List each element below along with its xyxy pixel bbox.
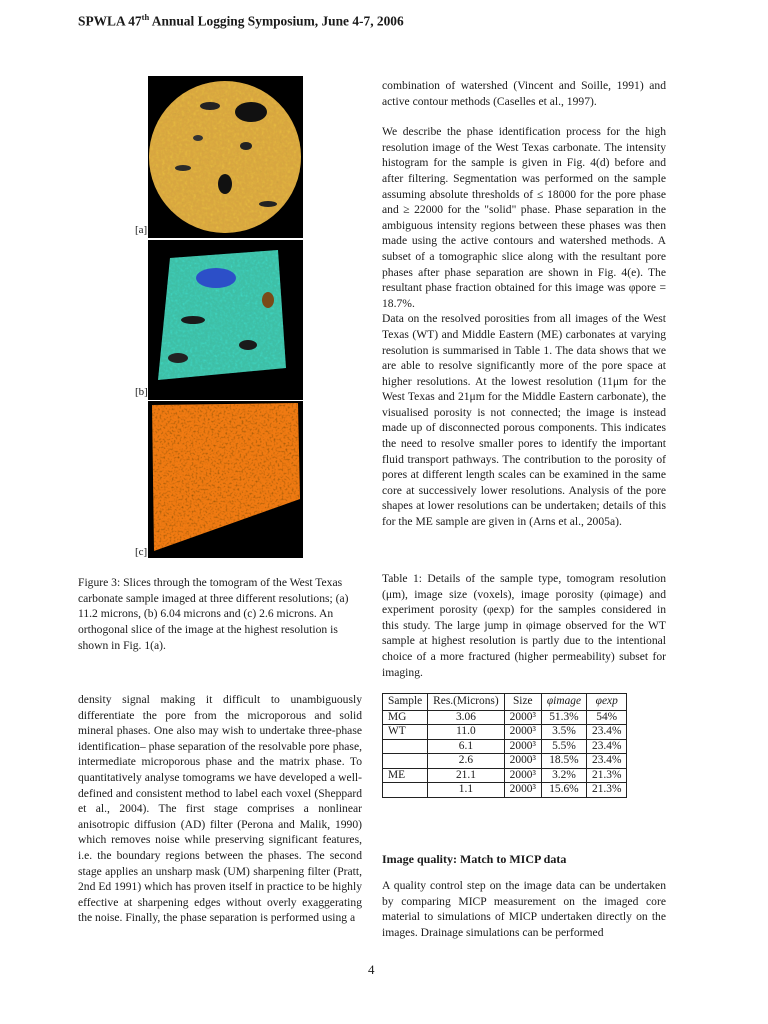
right-column-continuation	[382, 878, 666, 940]
porosity-table	[382, 693, 627, 798]
table-header-row	[383, 694, 627, 711]
tomogram-slice-c	[148, 401, 303, 558]
col-header: Res.(Microns)	[428, 694, 505, 711]
figure-label-a: [a]	[135, 224, 148, 236]
page-number: 4	[368, 962, 375, 977]
table-row: ME 21.1 2000³ 3.2% 21.3%	[383, 768, 627, 783]
figure-panel-c	[148, 401, 303, 558]
table-group-wt	[383, 725, 627, 769]
figure-label-b: [b]	[135, 386, 148, 398]
table-row: WT 11.0 2000³ 3.5% 23.4%	[383, 725, 627, 740]
table-group-mg	[383, 710, 627, 725]
paragraph: combination of watershed (Vincent and Soille, 1991) and active contour methods (Caselles et al., 1997).	[382, 79, 666, 108]
figure-caption: Figure 3: Slices through the tomogram of the West Texas carbonate sample imaged at three different resolutions; (a) 11.2 microns, (b) 6.04 microns and (c) 2.6 microns. An orthogonal slice of the image at the highest resolution is shown in Fig. 1(a).	[78, 576, 349, 652]
running-header: SPWLA 47th Annual Logging Symposium, June 4-7, 2006	[78, 12, 404, 29]
table-row: MG 3.06 2000³ 51.3% 54%	[383, 710, 627, 725]
table-row: 6.1 2000³ 5.5% 23.4%	[383, 739, 627, 754]
table-caption: Table 1: Details of the sample type, tomogram resolution (μm), image size (voxels), image porosity (φimage) and experiment porosity (φexp) for the samples considered in this study. The large jump in φimage observed for the WT sample at highest resolution is partly due to the intentional choice of a more fractured (higher permeability) subset for imaging.	[382, 572, 666, 679]
tomogram-slice-b	[148, 240, 303, 400]
col-header: φexp	[587, 694, 627, 711]
figure-panel-b	[148, 240, 303, 400]
col-header: φimage	[541, 694, 586, 711]
paragraph: Data on the resolved porosities from all images of the West Texas (WT) and Middle Eastern (ME) carbonates at varying resolution is summarised in Table 1. The data shows that we are able to resolve significantly more of the pore space at higher resolutions. At the lowest resolution (11μm for the West Texas and 21μm for the Middle Eastern carbonate), the visualised porosity is not connected; the image is instead made up of disconnected porous components. This indicates the need to resolve smaller pores to identify the important fluid transport pathways. The contribution to the porosity of pores at different length scales can be examined in the same core at successively lower resolutions. Analysis of the pore shapes at lower resolutions can be undertaken; details of this for the ME sample are given in (Arns et al., 2005a).	[382, 312, 666, 529]
col-header: Size	[504, 694, 541, 711]
right-column-text	[382, 78, 666, 530]
paragraph: A quality control step on the image data can be undertaken by comparing MICP measurement on the imaged core material to simulations of MICP undertaken directly on the images. Drainage simulations can be performed	[382, 879, 666, 939]
tomogram-slice-a	[148, 76, 303, 238]
figure-panel-a	[148, 76, 303, 238]
table-row: 2.6 2000³ 18.5% 23.4%	[383, 754, 627, 769]
paragraph: We describe the phase identification process for the high resolution image of the West Texas carbonate. The intensity histogram for the sample is given in Fig. 4(d) before and after filtering. Segmentation was performed on the sample assuming absolute thresholds of ≤ 18000 for the pore phase and ≥ 22000 for the "solid" phase. Phase separation in the ambiguous intensity regions between these phases was then made using the active contours and watershed methods. A subset of a tomographic slice along with the resultant pore phases after phase separation are shown in Fig. 4(e). The resultant phase fraction obtained for this image was φpore = 18.7%.	[382, 125, 666, 310]
table-group-me	[383, 768, 627, 797]
table-row: 1.1 2000³ 15.6% 21.3%	[383, 783, 627, 798]
col-header: Sample	[383, 694, 428, 711]
paragraph: density signal making it difficult to unambiguously differentiate the pore from the microporous and solid mineral phases. One also may wish to undertake three-phase identification– phase separation of the resolvable pore phase, intermediate microporous phase and the matrix phase. To quantitatively analyse tomograms we have developed a well-defined and consistent method to label each voxel (Sheppard et al., 2004). The first stage comprises a nonlinear anisotropic diffusion (AD) filter (Perona and Malik, 1990) which removes noise while preserving significant features, i.e. the boundary regions between the phases. The second stage applies an unsharp mask (UM) sharpening filter (Pratt, 2nd Ed 1991) which has proven itself in practice to be highly effective at sharpening edges without overly exaggerating the noise. Finally, the phase separation is performed using a	[78, 693, 362, 925]
left-column-text	[78, 692, 362, 926]
section-heading: Image quality: Match to MICP data	[382, 852, 567, 866]
figure-label-c: [c]	[135, 546, 148, 558]
